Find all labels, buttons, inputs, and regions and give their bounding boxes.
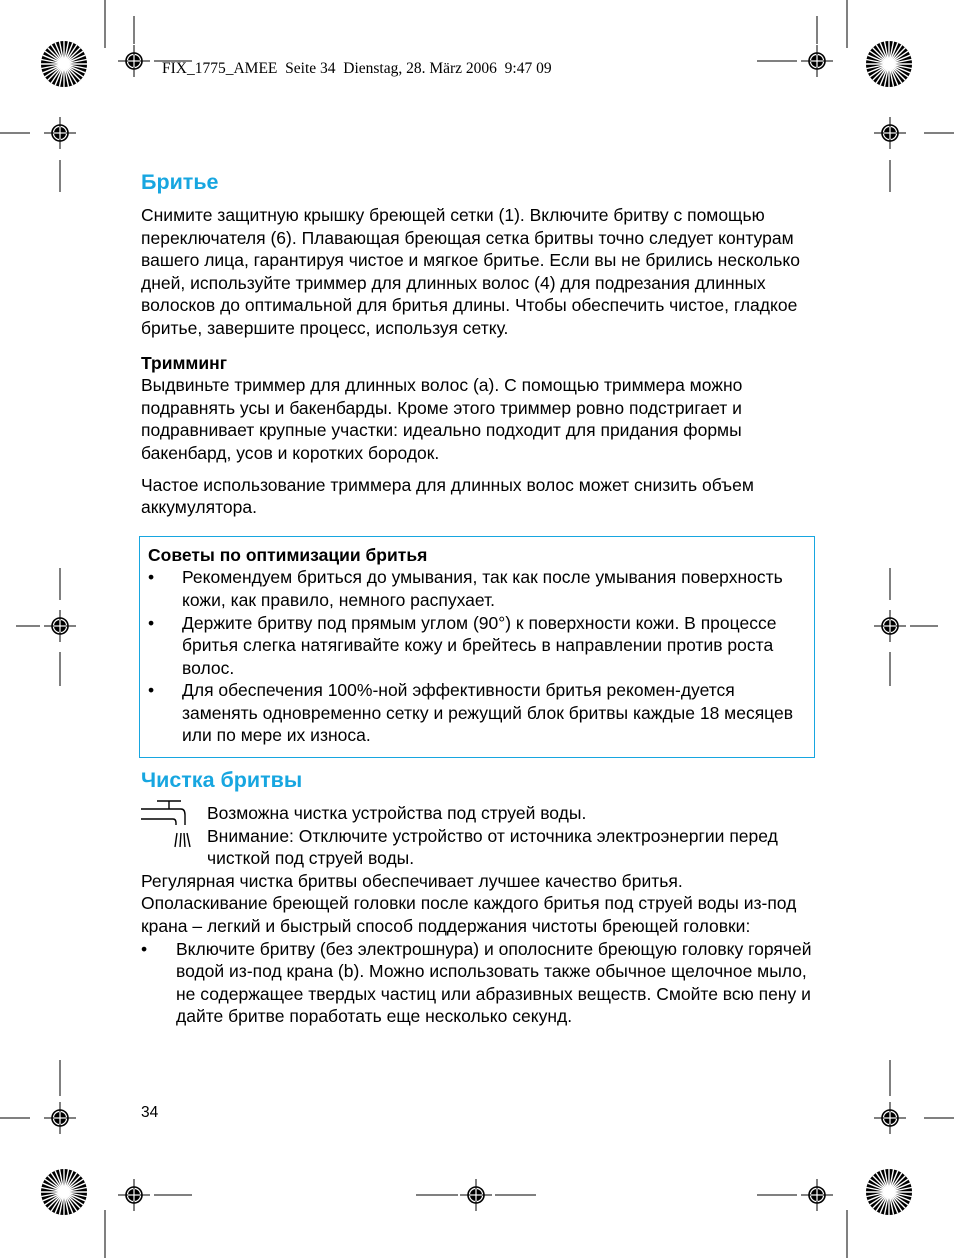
tip-text: Держите бритву под прямым углом (90°) к поверхности кожи. В процессе бритья слегка натягивайте кожу и брейтесь в направлении против роста волос. xyxy=(182,612,777,678)
water-line-2: Внимание: Отключите устройство от источника электроэнергии перед чисткой под струей воды. xyxy=(207,825,778,869)
subsection-title-trimming: Тримминг xyxy=(141,352,227,373)
bullet: • xyxy=(148,567,155,588)
cleaning-list-item xyxy=(141,938,813,1028)
bullet: • xyxy=(148,680,155,701)
tip-item xyxy=(148,566,806,611)
bullet: • xyxy=(141,938,148,959)
trimming-note: Частое использование триммера для длинных волос может снизить объем аккумулятора. xyxy=(141,474,754,518)
cleaning-paragraph: Регулярная чистка бритвы обеспечивает лучшее качество бритья. Ополаскивание бреющей головки после каждого бритья под струей воды из-под крана – легкий и быстрый способ поддержания чистоты бреющей головки: xyxy=(141,870,797,937)
page-content xyxy=(141,168,813,1028)
cleaning-item-text: Включите бритву (без электрошнура) и ополосните бреющую головку горячей водой из-под крана (b). Можно использовать также обычное щелочное мыло, не содержащее твердых частиц или абразивных веществ. Смойте всю пену и дайте бритве поработать еще несколько секунд. xyxy=(176,938,812,1027)
tips-title: Советы по оптимизации бритья xyxy=(148,544,428,565)
tip-text: Для обеспечения 100%-ной эффективности бритья рекомен-дуется заменять одновременно сетку и режущий блок бритвы каждые 18 месяцев или по мере их износа. xyxy=(182,680,794,746)
water-line-1: Возможна чистка устройства под струей воды. xyxy=(207,803,587,824)
tip-text: Рекомендуем бриться до умывания, так как после умывания поверхность кожи, как правило, немного распухает. xyxy=(182,567,783,610)
tip-item xyxy=(148,612,806,680)
shaving-paragraph: Снимите защитную крышку бреющей сетки (1). Включите бритву с помощью переключателя (6). Плавающая бреющая сетка бритвы точно следует контурам вашего лица, гарантируя чистое и мягкое бритье. Если вы не брились несколько дней, используйте триммер для длинных волос (4) для подрезания длинных волосков до оптимальной для бритья длины. Чтобы обеспечить чистое, гладкое бритье, завершите процесс, используя сетку. xyxy=(141,205,800,338)
section-title-cleaning: Чистка бритвы xyxy=(141,768,303,793)
section-title-shaving: Бритье xyxy=(141,170,219,194)
print-header: FIX_1775_AMEE Seite 34 Dienstag, 28. März 2006 9:47 09 xyxy=(162,60,552,77)
water-tap-icon xyxy=(141,799,197,851)
trimming-paragraph: Выдвиньте триммер для длинных волос (а). С помощью триммера можно подравнять усы и бакенбарды. Кроме этого триммер ровно подстригает и подравнивает крупные участки: идеально подходит для придания формы бакенбард, усов и коротких бородок. xyxy=(141,375,743,463)
tip-item xyxy=(148,679,806,747)
water-warning xyxy=(141,802,813,870)
bullet: • xyxy=(148,612,155,633)
page-number: 34 xyxy=(141,1104,159,1121)
tips-box xyxy=(139,536,815,758)
